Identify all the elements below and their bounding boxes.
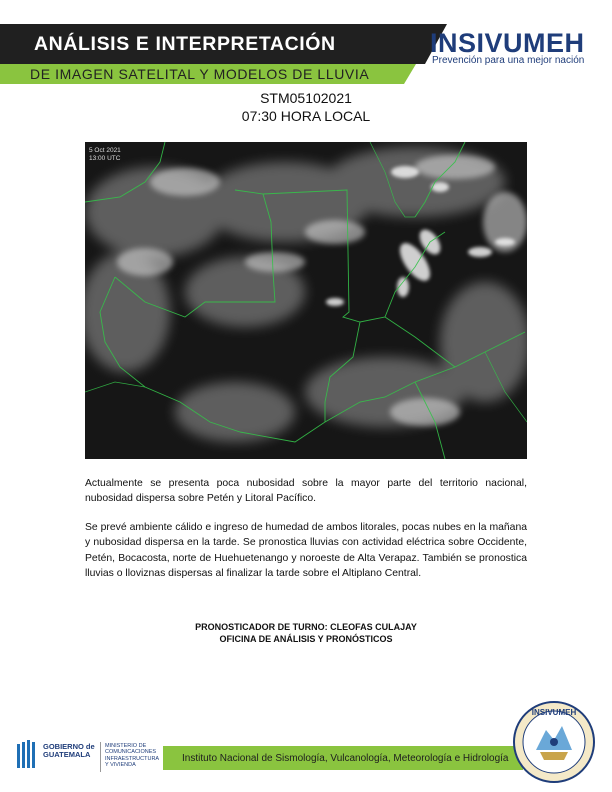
- ministry-line2: COMUNICACIONES: [105, 749, 157, 756]
- insivumeh-logo: INSIVUMEH: [430, 28, 585, 58]
- ministry-line4: Y VIVIENDA: [105, 761, 136, 768]
- bulletin-code: STM05102021: [260, 90, 352, 106]
- document-title: ANÁLISIS E INTERPRETACIÓN: [34, 33, 336, 55]
- forecaster-line: PRONOSTICADOR DE TURNO: CLEOFAS CULAJAY: [195, 622, 417, 632]
- gov-divider: [100, 742, 101, 772]
- office-line: OFICINA DE ANÁLISIS Y PRONÓSTICOS: [219, 634, 393, 644]
- gov-title: [43, 743, 95, 760]
- satellite-image: [85, 142, 527, 459]
- bulletin-time: 07:30 HORA LOCAL: [241, 108, 371, 124]
- ministry-line1: MINISTERIO DE: [105, 743, 147, 749]
- insivumeh-seal: [512, 700, 596, 784]
- institute-name: Instituto Nacional de Sismología, Vulcanología, Meteorología e Hidrología: [182, 753, 509, 764]
- satellite-timestamp-date: 5 Oct 2021: [89, 147, 121, 154]
- logo-tagline: Prevención para una mejor nación: [432, 55, 585, 66]
- seal-label: INSIVUMEH: [531, 708, 577, 717]
- satellite-map: [85, 142, 527, 459]
- gov-line1: GOBIERNO de: [43, 742, 95, 751]
- ministry-name: [105, 743, 159, 768]
- satellite-timestamp-time: 13:00 UTC: [89, 155, 121, 162]
- guatemala-gov-logo: [17, 740, 39, 770]
- ministry-line3: INFRAESTRUCTURA: [105, 755, 160, 762]
- paragraph-forecast: Se prevé ambiente cálido e ingreso de humedad de ambos litorales, pocas nubes en la mañana y nubosidad dispersa en la tarde. Se pronostica lluvias con actividad eléctrica sobre Occidente, Petén, Bocacosta, norte de Huehuetenango y noroeste de Alta Verapaz. También se pronostica lluvias o lloviznas dispersas al finalizar la tarde sobre el Altiplano Central.: [85, 522, 527, 580]
- gov-line2: GUATEMALA: [43, 750, 91, 760]
- paragraph-current-conditions: Actualmente se presenta poca nubosidad sobre la mayor parte del territorio nacional, nubosidad dispersa sobre Petén y Litoral Pacífico.: [85, 478, 527, 505]
- document-subtitle: DE IMAGEN SATELITAL Y MODELOS DE LLUVIA: [30, 66, 370, 82]
